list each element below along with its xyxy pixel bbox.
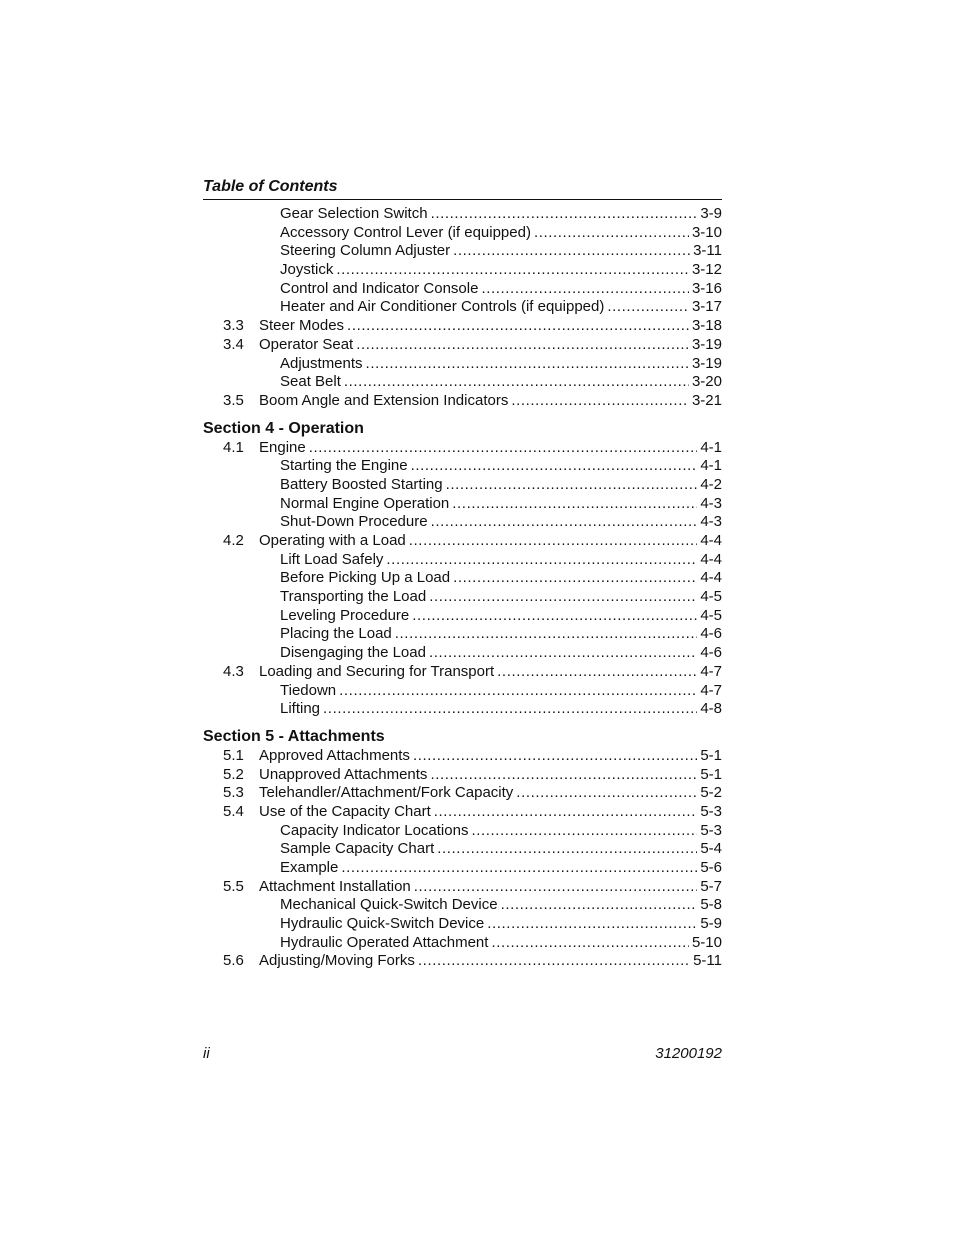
toc-entry[interactable] <box>203 747 722 766</box>
toc-entry-number <box>203 317 259 336</box>
toc-entry-title: Steer Modes <box>259 317 345 335</box>
toc-entry-number <box>203 355 259 374</box>
toc-entry-number <box>203 700 259 719</box>
toc-entry[interactable] <box>203 513 722 532</box>
toc-entry-title: Tiedown <box>280 681 337 699</box>
toc-dot-leader <box>395 625 698 644</box>
footer-page-number: ii <box>203 1045 210 1062</box>
toc-entry-number <box>203 896 259 915</box>
toc-entry-page: 5-7 <box>700 877 722 895</box>
toc-entry-number <box>203 205 259 224</box>
toc-entry-page: 3-20 <box>691 373 722 391</box>
toc-entry[interactable] <box>203 336 722 355</box>
toc-entry-page: 3-10 <box>691 223 722 241</box>
toc-dot-leader <box>339 682 697 701</box>
toc-entry-title: Disengaging the Load <box>280 644 426 662</box>
toc-dot-leader <box>453 242 690 261</box>
toc-entry-page: 4-6 <box>700 625 722 643</box>
toc-entry[interactable] <box>203 952 722 971</box>
toc-entry-title: Adjusting/Moving Forks <box>259 952 415 970</box>
toc-entry-page: 4-1 <box>700 457 722 475</box>
toc-entry-number <box>203 439 259 458</box>
toc-dot-leader <box>431 513 698 532</box>
toc-entry-title: Sample Capacity Chart <box>280 840 435 858</box>
toc-entry-number <box>203 298 259 317</box>
toc-entry-number <box>203 373 259 392</box>
toc-entry-title: Boom Angle and Extension Indicators <box>259 391 509 409</box>
toc-entry-number <box>203 952 259 971</box>
toc-entry[interactable] <box>203 205 722 224</box>
toc-entry-title: Hydraulic Quick-Switch Device <box>280 915 485 933</box>
toc-entry-title: Attachment Installation <box>259 877 411 895</box>
toc-entry-page: 5-1 <box>700 746 722 764</box>
toc-entry-title: Loading and Securing for Transport <box>259 662 495 680</box>
toc-entry[interactable] <box>203 915 722 934</box>
toc-entry-number <box>203 934 259 953</box>
toc-dot-leader <box>356 336 689 355</box>
toc-entry-page: 5-9 <box>700 915 722 933</box>
toc-entry[interactable] <box>203 439 722 458</box>
toc-entry-number <box>203 766 259 785</box>
toc-entry[interactable] <box>203 803 722 822</box>
toc-entry-number <box>203 495 259 514</box>
toc-entry[interactable] <box>203 392 722 411</box>
toc-entry[interactable] <box>203 532 722 551</box>
toc-entry-page: 4-4 <box>700 532 722 549</box>
toc-dot-leader <box>429 644 697 663</box>
toc-entry-number <box>203 476 259 495</box>
toc-entry-page: 5-10 <box>691 933 722 951</box>
toc-entry-number <box>203 588 259 607</box>
toc-entry-number-text: 4.3 <box>223 662 244 680</box>
toc-entry-title: Operator Seat <box>259 335 354 353</box>
toc-entry-number <box>203 513 259 532</box>
toc-entry-page: 4-3 <box>700 513 722 531</box>
toc-entry-number <box>203 747 259 766</box>
toc-entry-page: 5-2 <box>700 784 722 802</box>
footer-document-number: 31200192 <box>655 1045 722 1062</box>
toc-entry[interactable] <box>203 682 722 701</box>
toc-entry-number-text: 3.3 <box>223 317 244 335</box>
toc-entry[interactable] <box>203 700 722 719</box>
toc-entry-number <box>203 224 259 243</box>
toc-entry[interactable] <box>203 569 722 588</box>
toc-entry[interactable] <box>203 551 722 570</box>
toc-dot-leader <box>446 476 698 495</box>
toc-entry-page: 3-9 <box>700 205 722 222</box>
toc-dot-leader <box>516 784 697 803</box>
toc-entry-page: 5-8 <box>700 896 722 914</box>
toc-entry-number <box>203 336 259 355</box>
toc-entry-title: Before Picking Up a Load <box>280 569 451 587</box>
toc-dot-leader <box>534 224 689 243</box>
toc-entry-number-text: 4.1 <box>223 438 244 456</box>
toc-dot-leader <box>501 896 698 915</box>
toc-entry-title: Steering Column Adjuster <box>280 242 451 260</box>
toc-dot-leader <box>481 280 689 299</box>
toc-dot-leader <box>366 355 689 374</box>
toc-entry-title: Example <box>280 859 339 876</box>
toc-entry[interactable] <box>203 242 722 261</box>
toc-entry-number <box>203 280 259 299</box>
toc-entry-page: 3-18 <box>691 317 722 335</box>
toc-entry-number <box>203 663 259 682</box>
toc-block-section-3 <box>203 205 722 411</box>
toc-dot-leader <box>437 840 697 859</box>
toc-entry-title: Transporting the Load <box>280 588 427 606</box>
toc-dot-leader <box>412 607 697 626</box>
toc-entry-page: 4-7 <box>700 662 722 680</box>
toc-dot-leader <box>429 588 697 607</box>
toc-block-section-4 <box>203 439 722 719</box>
toc-entry-title: Heater and Air Conditioner Controls (if equipped) <box>280 298 605 316</box>
toc-entry-number <box>203 551 259 570</box>
toc-entry-title: Normal Engine Operation <box>280 494 450 512</box>
toc-entry-page: 3-11 <box>693 242 722 260</box>
toc-entry[interactable] <box>203 457 722 476</box>
toc-dot-leader <box>418 952 690 971</box>
toc-entry-number <box>203 532 259 551</box>
page-footer <box>203 1045 722 1062</box>
toc-entry-number <box>203 625 259 644</box>
toc-entry-number-text: 3.5 <box>223 391 244 409</box>
toc-entry-title: Starting the Engine <box>280 457 408 475</box>
toc-entry-number <box>203 840 259 859</box>
toc-dot-leader <box>347 317 689 336</box>
toc-entry[interactable] <box>203 840 722 859</box>
toc-entry-page: 4-5 <box>700 588 722 606</box>
toc-entry[interactable] <box>203 224 722 243</box>
toc-dot-leader <box>471 822 697 841</box>
toc-dot-leader <box>434 803 698 822</box>
page-header <box>203 177 722 200</box>
toc-entry-number <box>203 859 259 878</box>
toc-dot-leader <box>452 495 697 514</box>
toc-entry-page: 4-7 <box>700 681 722 699</box>
table-of-contents <box>203 205 722 971</box>
toc-entry-number <box>203 878 259 897</box>
toc-entry-page: 5-6 <box>700 859 722 876</box>
toc-entry-page: 3-21 <box>691 391 722 409</box>
toc-entry-page: 4-4 <box>700 569 722 587</box>
toc-entry[interactable] <box>203 280 722 299</box>
toc-dot-leader <box>323 700 697 719</box>
toc-entry[interactable] <box>203 896 722 915</box>
toc-entry-title: Unapproved Attachments <box>259 765 428 783</box>
toc-entry-title: Placing the Load <box>280 625 392 643</box>
toc-entry-number <box>203 784 259 803</box>
toc-entry-page: 3-19 <box>691 335 722 353</box>
toc-entry-number-text: 5.2 <box>223 765 244 783</box>
toc-entry-title: Operating with a Load <box>259 532 406 549</box>
toc-dot-leader <box>341 859 697 878</box>
toc-entry-title: Use of the Capacity Chart <box>259 802 431 820</box>
toc-entry-title: Adjustments <box>280 354 363 372</box>
toc-entry-number-text: 5.5 <box>223 877 244 895</box>
section-heading-5: Section 5 - Attachments <box>203 727 385 745</box>
toc-entry-title: Battery Boosted Starting <box>280 475 443 493</box>
toc-entry-number <box>203 822 259 841</box>
toc-entry-page: 4-4 <box>700 550 722 568</box>
toc-entry-page: 3-17 <box>691 298 722 316</box>
toc-entry[interactable] <box>203 784 722 803</box>
toc-entry-number-text: 5.4 <box>223 802 244 820</box>
toc-entry[interactable] <box>203 373 722 392</box>
toc-entry-title: Hydraulic Operated Attachment <box>280 933 489 951</box>
toc-entry-number <box>203 607 259 626</box>
toc-entry-page: 4-8 <box>700 700 722 718</box>
toc-dot-leader <box>414 878 698 897</box>
toc-block-section-5 <box>203 747 722 971</box>
toc-entry-number <box>203 644 259 663</box>
toc-entry-number <box>203 457 259 476</box>
toc-dot-leader <box>607 298 689 317</box>
toc-entry-page: 3-16 <box>691 279 722 297</box>
toc-dot-leader <box>344 373 689 392</box>
toc-entry-page: 4-2 <box>700 475 722 493</box>
toc-entry-number <box>203 682 259 701</box>
toc-entry-title: Lifting <box>280 700 321 718</box>
toc-entry-number <box>203 261 259 280</box>
toc-entry-title: Telehandler/Attachment/Fork Capacity <box>259 784 514 802</box>
toc-dot-leader <box>487 915 697 934</box>
toc-entry-title: Seat Belt <box>280 373 341 391</box>
toc-entry-page: 5-1 <box>700 765 722 783</box>
toc-entry[interactable] <box>203 317 722 336</box>
toc-entry-page: 3-19 <box>691 354 722 372</box>
toc-entry-title: Lift Load Safely <box>280 550 384 568</box>
toc-entry-title: Gear Selection Switch <box>280 205 428 222</box>
toc-entry-number <box>203 803 259 822</box>
toc-entry[interactable] <box>203 261 722 280</box>
toc-dot-leader <box>336 261 689 280</box>
toc-entry-page: 4-3 <box>700 494 722 512</box>
toc-dot-leader <box>309 439 698 458</box>
toc-entry[interactable] <box>203 607 722 626</box>
toc-entry-number <box>203 242 259 261</box>
toc-entry[interactable] <box>203 766 722 785</box>
toc-entry-title: Mechanical Quick-Switch Device <box>280 896 498 914</box>
toc-entry-page: 3-12 <box>691 261 722 279</box>
toc-entry-number <box>203 569 259 588</box>
toc-entry[interactable] <box>203 878 722 897</box>
toc-entry-number <box>203 915 259 934</box>
toc-dot-leader <box>453 569 697 588</box>
toc-entry-title: Shut-Down Procedure <box>280 513 428 531</box>
toc-entry-page: 5-3 <box>700 802 722 820</box>
toc-entry-number-text: 3.4 <box>223 335 244 353</box>
toc-entry-title: Joystick <box>280 261 334 279</box>
toc-entry-page: 4-6 <box>700 644 722 662</box>
toc-entry[interactable] <box>203 822 722 841</box>
toc-dot-leader <box>497 663 697 682</box>
toc-entry[interactable] <box>203 298 722 317</box>
toc-entry-number-text: 5.1 <box>223 746 244 764</box>
toc-entry[interactable] <box>203 355 722 374</box>
toc-entry-number-text: 4.2 <box>223 532 244 549</box>
toc-dot-leader <box>511 392 689 411</box>
toc-entry-title: Leveling Procedure <box>280 606 410 624</box>
toc-entry-page: 5-3 <box>700 821 722 839</box>
toc-entry-page: 5-11 <box>693 952 722 970</box>
toc-entry-title: Control and Indicator Console <box>280 279 479 297</box>
toc-dot-leader <box>491 934 689 953</box>
toc-entry[interactable] <box>203 625 722 644</box>
toc-entry[interactable] <box>203 495 722 514</box>
toc-entry-title: Approved Attachments <box>259 746 410 764</box>
toc-entry-number <box>203 392 259 411</box>
toc-entry[interactable] <box>203 859 722 878</box>
toc-entry-number-text: 5.3 <box>223 784 244 802</box>
toc-entry-page: 4-1 <box>700 438 722 456</box>
toc-entry[interactable] <box>203 663 722 682</box>
toc-entry-page: 4-5 <box>700 606 722 624</box>
toc-dot-leader <box>409 532 698 551</box>
toc-entry-number-text: 5.6 <box>223 952 244 970</box>
toc-entry-title: Engine <box>259 438 306 456</box>
page-title: Table of Contents <box>203 178 338 195</box>
toc-dot-leader <box>413 747 697 766</box>
toc-entry[interactable] <box>203 644 722 663</box>
toc-entry-title: Accessory Control Lever (if equipped) <box>280 223 531 241</box>
toc-dot-leader <box>386 551 697 570</box>
toc-dot-leader <box>431 205 698 224</box>
toc-dot-leader <box>411 457 698 476</box>
toc-entry-title: Capacity Indicator Locations <box>280 821 469 839</box>
section-heading-4: Section 4 - Operation <box>203 419 364 437</box>
toc-dot-leader <box>430 766 697 785</box>
toc-entry[interactable] <box>203 934 722 953</box>
toc-entry[interactable] <box>203 588 722 607</box>
toc-entry[interactable] <box>203 476 722 495</box>
toc-entry-page: 5-4 <box>700 840 722 858</box>
